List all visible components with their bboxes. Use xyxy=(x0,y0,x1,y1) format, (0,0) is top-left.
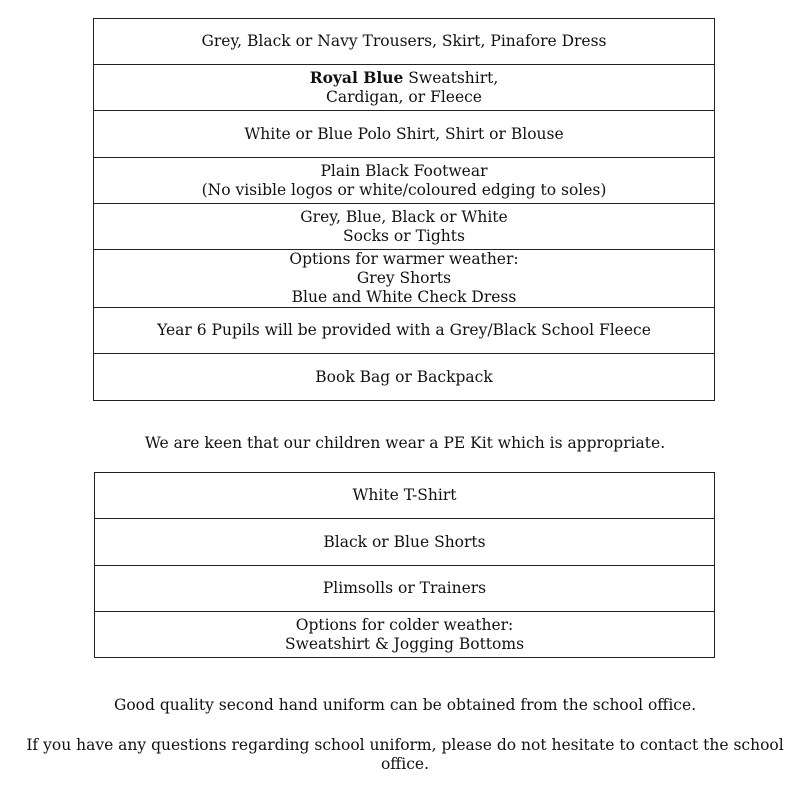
cell-text: Plimsolls or Trainers xyxy=(322,579,487,597)
uniform-item-row xyxy=(94,158,715,204)
uniform-item-cell-line xyxy=(98,68,710,88)
uniform-item-cell xyxy=(94,158,715,204)
uniform-item-row xyxy=(94,111,715,158)
pe-kit-item-cell xyxy=(95,566,715,612)
uniform-item-cell-line xyxy=(98,368,710,387)
uniform-item-cell-line xyxy=(98,321,710,340)
uniform-item-cell xyxy=(94,65,715,111)
pe-kit-item-cell-line xyxy=(99,616,710,635)
pe-kit-item-cell-line xyxy=(99,533,710,552)
uniform-item-row xyxy=(94,19,715,65)
emphasized-text: Royal Blue xyxy=(309,68,404,87)
cell-text: White T-Shirt xyxy=(352,486,457,504)
cell-text: Sweatshirt & Jogging Bottoms xyxy=(284,634,525,653)
uniform-item-row xyxy=(94,308,715,354)
uniform-item-cell-line xyxy=(98,32,710,51)
uniform-item-cell-line xyxy=(98,250,710,269)
uniform-item-row xyxy=(94,65,715,111)
cell-text: (No visible logos or white/coloured edging to soles) xyxy=(201,180,607,199)
cell-text: Options for colder weather: xyxy=(295,615,514,634)
pe-kit-item-row xyxy=(95,612,715,658)
uniform-item-cell xyxy=(94,308,715,354)
uniform-item-cell-line xyxy=(98,88,710,107)
uniform-item-cell-line xyxy=(98,208,710,227)
contact-office-text: If you have any questions regarding school uniform, please do not hesitate to contact the school office. xyxy=(26,736,784,773)
uniform-item-cell xyxy=(94,250,715,308)
cell-text: Year 6 Pupils will be provided with a Grey/Black School Fleece xyxy=(157,321,651,339)
pe-kit-item-cell-line xyxy=(99,579,710,598)
pe-kit-body xyxy=(95,473,715,658)
pe-kit-table xyxy=(94,472,715,658)
pe-kit-intro-text: We are keen that our children wear a PE Kit which is appropriate. xyxy=(144,434,666,452)
cell-text: Blue and White Check Dress xyxy=(291,288,517,306)
cell-text: Cardigan, or Fleece xyxy=(326,88,482,106)
uniform-item-cell-line xyxy=(98,162,710,181)
uniform-item-cell-line xyxy=(98,181,710,200)
cell-text: Grey, Blue, Black or White xyxy=(300,207,508,226)
pe-kit-item-cell xyxy=(95,612,715,658)
cell-text: Options for warmer weather: xyxy=(289,250,519,268)
pe-kit-item-row xyxy=(95,566,715,612)
uniform-list-body xyxy=(94,19,715,401)
uniform-item-cell-line xyxy=(98,269,710,288)
cell-text: Grey Shorts xyxy=(356,269,452,287)
uniform-item-cell xyxy=(94,354,715,401)
uniform-item-row xyxy=(94,204,715,250)
uniform-item-cell-line xyxy=(98,125,710,144)
cell-text: Socks or Tights xyxy=(343,226,465,245)
pe-kit-item-row xyxy=(95,473,715,519)
uniform-item-row xyxy=(94,250,715,308)
cell-text: Grey, Black or Navy Trousers, Skirt, Pinafore Dress xyxy=(201,32,607,50)
pe-kit-item-cell-line xyxy=(99,486,710,505)
cell-text: Black or Blue Shorts xyxy=(323,532,486,551)
uniform-list-table xyxy=(93,18,715,401)
uniform-item-cell xyxy=(94,111,715,158)
cell-text: White or Blue Polo Shirt, Shirt or Blouse xyxy=(244,124,564,143)
uniform-item-row xyxy=(94,354,715,401)
uniform-item-cell xyxy=(94,204,715,250)
uniform-item-cell xyxy=(94,19,715,65)
uniform-item-cell-line xyxy=(98,227,710,246)
pe-kit-item-cell xyxy=(95,519,715,566)
second-hand-uniform-text: Good quality second hand uniform can be obtained from the school office. xyxy=(113,696,697,714)
pe-kit-item-cell xyxy=(95,473,715,519)
pe-kit-item-row xyxy=(95,519,715,566)
cell-text: Sweatshirt, xyxy=(403,69,499,87)
uniform-item-cell-line xyxy=(98,288,710,307)
pe-kit-item-cell-line xyxy=(99,635,710,654)
cell-text: Book Bag or Backpack xyxy=(315,367,493,386)
cell-text: Plain Black Footwear xyxy=(320,161,488,180)
